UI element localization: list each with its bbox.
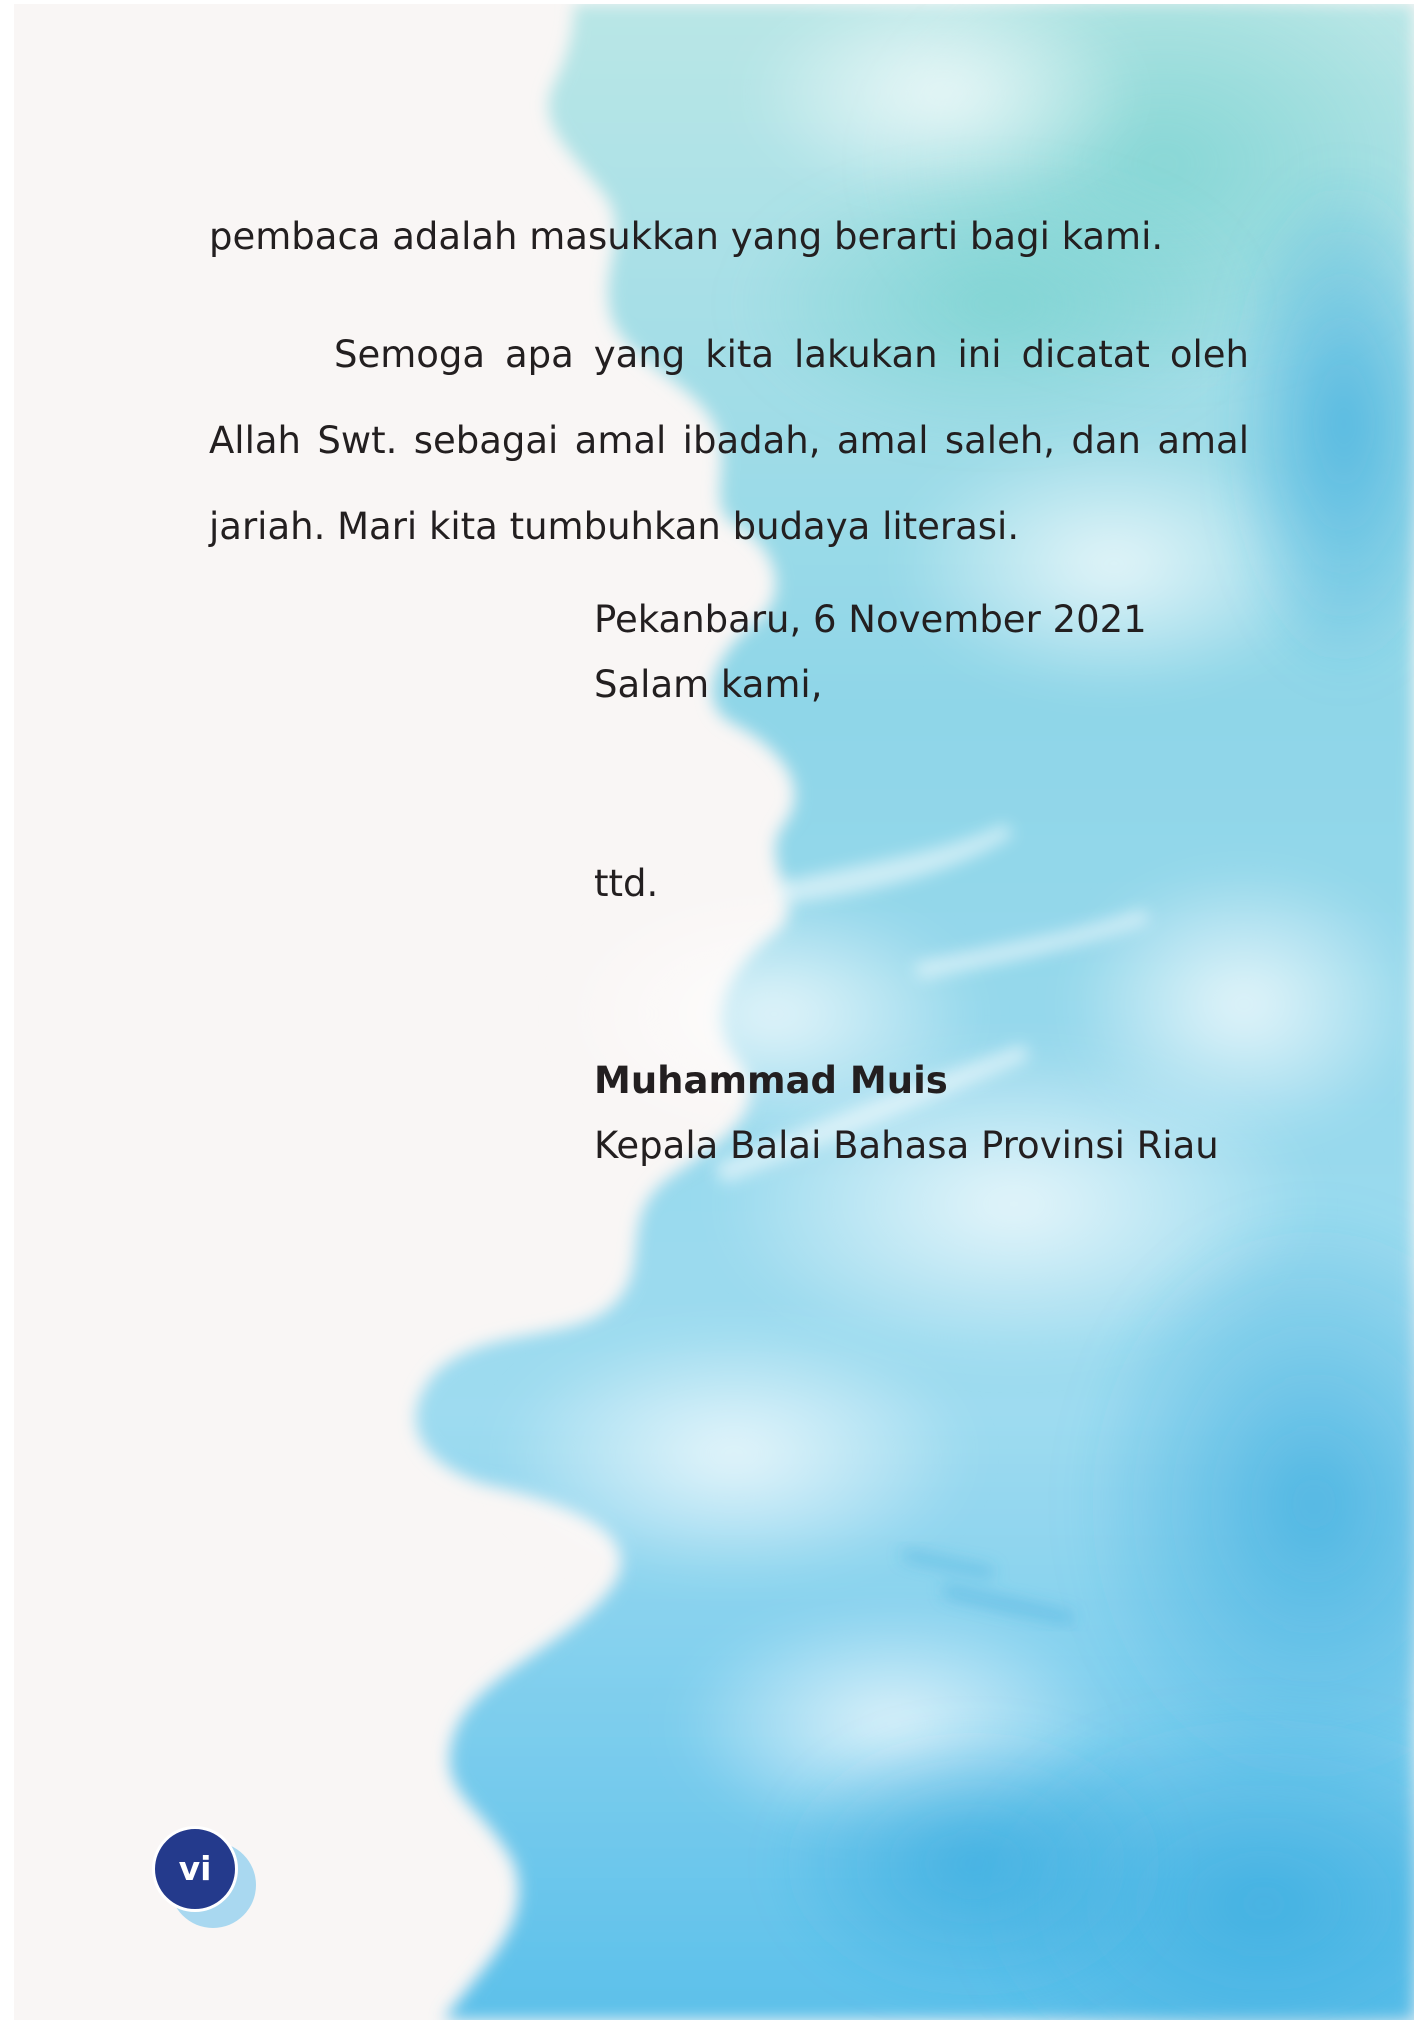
signatory-position: Kepala Balai Bahasa Provinsi Riau (594, 1124, 1219, 1167)
greeting: Salam kami, (594, 663, 823, 706)
signatory-name: Muhammad Muis (594, 1059, 948, 1102)
closing-paragraph: Semoga apa yang kita lakukan ini dicatat oleh Allah Swt. sebagai amal ibadah, amal saleh, dan amal jariah. Mari kita tumbuhkan budaya literasi. (209, 333, 1249, 548)
place-date: Pekanbaru, 6 November 2021 (594, 598, 1147, 641)
page-number: vi (152, 1826, 238, 1912)
body-line-top: pembaca adalah masukkan yang berarti bagi kami. (209, 215, 1164, 258)
watercolor-background (14, 4, 1414, 2020)
page-number-badge (152, 1826, 272, 1936)
paper-sheet (14, 4, 1414, 2020)
signed-mark: ttd. (594, 862, 659, 905)
